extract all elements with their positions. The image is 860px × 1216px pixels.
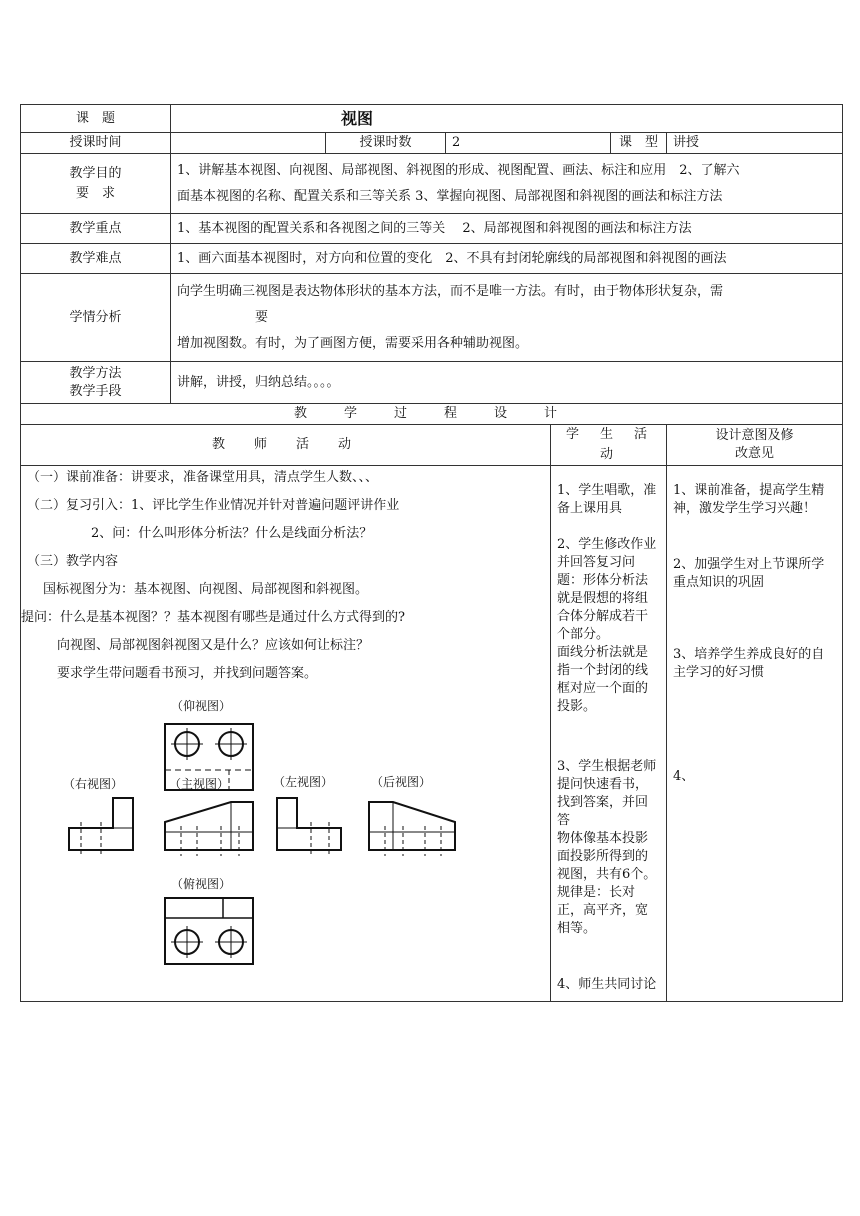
type-label: 课 型 bbox=[611, 133, 667, 154]
hours-value: 2 bbox=[446, 133, 611, 154]
six-views-diagram bbox=[21, 698, 471, 998]
teacher-activity-cell bbox=[21, 466, 551, 1002]
design-item-3: 3、培养学生养成良好的自主学习的好习惯 bbox=[673, 647, 825, 680]
analysis-line2: 要 bbox=[255, 309, 269, 325]
goals-line1: 1、讲解基本视图、向视图、局部视图、斜视图的形成、视图配置、画法、标注和应用 2、了解六 bbox=[177, 162, 740, 178]
methods-label bbox=[21, 362, 171, 404]
teacher-line-3: 2、问：什么叫形体分析法？什么是线面分析法？ bbox=[91, 526, 373, 541]
label-bottom-view: （仰视图） bbox=[171, 699, 232, 713]
student-item-3: 3、学生根据老师提问快速看书，找到答案，并回答 bbox=[557, 759, 657, 828]
analysis-label: 学情分析 bbox=[21, 274, 171, 362]
topic-label: 课 题 bbox=[21, 105, 171, 133]
methods-text: 讲解，讲授，归纳总结。。。。 bbox=[171, 362, 843, 404]
type-value: 讲授 bbox=[667, 133, 843, 154]
process-title: 教 学 过 程 设 计 bbox=[21, 404, 843, 425]
analysis-line1: 向学生明确三视图是表达物体形状的基本方法，而不是唯一方法。有时，由于物体形状复杂，需 bbox=[177, 283, 724, 299]
teacher-line-7: 向视图、局部视图斜视图又是什么？应该如何让标注？ bbox=[57, 638, 370, 653]
front-view-drawing bbox=[165, 802, 253, 856]
label-front-view: （主视图） bbox=[169, 777, 230, 791]
student-column-header: 学 生 活 动 bbox=[551, 425, 667, 466]
student-item-2b: 面线分析法就是指一个封闭的线框对应一个面的投影。 bbox=[557, 645, 649, 714]
label-back-view: （后视图） bbox=[371, 775, 432, 789]
design-header-line2: 改意见 bbox=[735, 446, 775, 461]
student-activity-cell bbox=[551, 466, 667, 1002]
design-header-line1: 设计意图及修 bbox=[715, 428, 794, 443]
goals-text bbox=[171, 154, 843, 214]
difficulties-label: 教学难点 bbox=[21, 244, 171, 274]
time-label: 授课时间 bbox=[21, 133, 171, 154]
hours-label: 授课时数 bbox=[326, 133, 446, 154]
back-view-drawing bbox=[369, 802, 455, 856]
student-item-2: 2、学生修改作业并回答复习问题：形体分析法就是假想的将组合体分解成若干个部分。 bbox=[557, 537, 657, 642]
methods-label-line1: 教学方法 bbox=[69, 365, 122, 381]
goals-label bbox=[21, 154, 171, 214]
lesson-plan-table bbox=[20, 104, 843, 1002]
goals-label-line1: 教学目的 bbox=[69, 165, 122, 181]
teacher-line-8: 要求学生带问题看书预习，并找到问题答案。 bbox=[57, 666, 318, 681]
student-item-4: 4、师生共同讨论 bbox=[557, 977, 657, 992]
right-view-drawing bbox=[69, 798, 133, 856]
design-item-1: 1、课前准备，提高学生精神，激发学生学习兴趣！ bbox=[673, 483, 825, 516]
goals-line2: 面基本视图的名称、配置关系和三等关系 3、掌握向视图、局部视图和斜视图的画法和标注方法 bbox=[177, 188, 723, 204]
time-value bbox=[171, 133, 326, 154]
analysis-line3: 增加视图数。有时，为了画图方便，需要采用各种辅助视图。 bbox=[177, 335, 529, 351]
design-item-2: 2、加强学生对上节课所学重点知识的巩固 bbox=[673, 557, 825, 590]
design-intent-cell bbox=[667, 466, 843, 1002]
left-view-drawing bbox=[277, 798, 341, 856]
student-item-1: 1、学生唱歌，准备上课用具 bbox=[557, 483, 657, 516]
goals-label-line2: 要 求 bbox=[75, 185, 115, 201]
teacher-line-2: （二）复习引入：1、评比学生作业情况并针对普遍问题评讲作业 bbox=[27, 498, 400, 513]
design-item-4: 4、 bbox=[673, 769, 695, 784]
teacher-line-1: （一）课前准备：讲要求，准备课堂用具，清点学生人数、、、 bbox=[27, 470, 379, 485]
lesson-plan-sheet bbox=[20, 104, 842, 1002]
design-column-header bbox=[667, 425, 843, 466]
topic-value: 视图 bbox=[171, 105, 843, 133]
label-left-view: （左视图） bbox=[273, 775, 334, 789]
teacher-line-5: 国标视图分为：基本视图、向视图、局部视图和斜视图。 bbox=[43, 582, 369, 597]
key-points-text: 1、基本视图的配置关系和各视图之间的三等关 2、局部视图和斜视图的画法和标注方法 bbox=[171, 214, 843, 244]
teacher-column-header: 教 师 活 动 bbox=[21, 425, 551, 466]
difficulties-text: 1、画六面基本视图时，对方向和位置的变化 2、不具有封闭轮廓线的局部视图和斜视图的画法 bbox=[171, 244, 843, 274]
teacher-line-6: 提问：什么是基本视图？？基本视图有哪些是通过什么方式得到的? bbox=[21, 610, 405, 625]
methods-label-line2: 教学手段 bbox=[69, 383, 122, 399]
student-item-3b: 物体像基本投影面投影所得到的视图，共有6个。规律是：长对正，高平齐，宽相等。 bbox=[557, 831, 657, 936]
top-view-drawing bbox=[165, 898, 253, 964]
teacher-line-4: （三）教学内容 bbox=[27, 554, 119, 569]
label-top-view: （俯视图） bbox=[171, 877, 232, 891]
key-points-label: 教学重点 bbox=[21, 214, 171, 244]
label-right-view: （右视图） bbox=[63, 777, 124, 791]
analysis-text bbox=[171, 274, 843, 362]
